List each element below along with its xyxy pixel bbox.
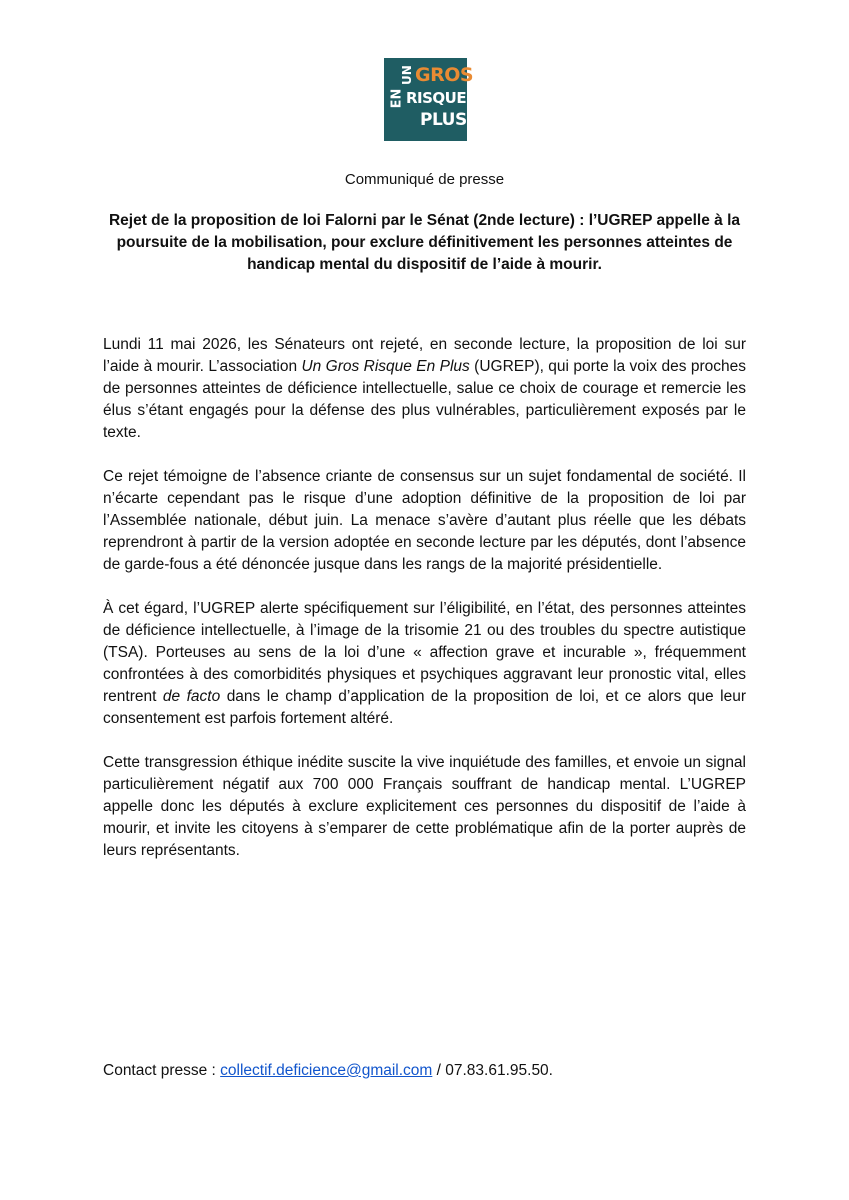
paragraph-4: Cette transgression éthique inédite suscite la vive inquiétude des familles, et envoie un signal particulièrement négatif aux 700 000 Français souffrant de handicap mental. L’UGREP appelle donc les députés à exclure explicitement ces personnes du dispositif de l’aide à mourir, et invite les citoyens à s’emparer de cette problématique afin de la porter auprès de leurs représentants. (103, 754, 746, 859)
de-facto-italic: de facto (162, 688, 221, 705)
paragraph-3 (103, 598, 746, 730)
headline: Rejet de la proposition de loi Falorni par le Sénat (2nde lecture) : l’UGREP appelle à la poursuite de la mobilisation, pour exclure définitivement les personnes atteintes de handicap mental du dispositif de l’aide à mourir. (108, 212, 741, 273)
press-contact (103, 1061, 553, 1081)
logo-risque-text: RISQUE (406, 89, 467, 107)
contact-email-link[interactable]: collectif.deficience@gmail.com (220, 1062, 433, 1079)
association-name: Un Gros Risque En Plus (301, 358, 470, 375)
paragraph-3-before: À cet égard, l’UGREP alerte spécifiquement sur l’éligibilité, en l’état, des personnes atteintes de déficience intellectuelle, à l’image de la trisomie 21 ou des troubles du spectre autistique (TSA). Porteuses au sens de la loi d’une « affection grave et incurable », fréquemment confrontées à des comorbidités physiques et psychiques aggravant leur pronostic vital, elles rentrent (103, 600, 746, 705)
document-type: Communiqué de presse (344, 171, 505, 188)
paragraph-1-before: Lundi 11 mai 2026, les Sénateurs ont rejeté, en seconde lecture, la proposition de loi sur l’aide à mourir. L’association (103, 336, 746, 375)
logo-un-text: UN (400, 65, 414, 85)
ugrep-logo (384, 58, 474, 141)
paragraph-1-after: (UGREP), qui porte la voix des proches de personnes atteintes de déficience intellectuelle, salue ce choix de courage et remercie les élus s’étant engagés pour la défense des plus vulnérables, particulièrement exposés par le texte. (103, 358, 746, 441)
body-text (103, 334, 746, 884)
contact-phone: 07.83.61.95.50. (445, 1062, 553, 1079)
contact-label: Contact presse : (103, 1062, 221, 1079)
logo-en-text: EN (389, 88, 405, 109)
paragraph-2: Ce rejet témoigne de l’absence criante de consensus sur un sujet fondamental de société. Il n’écarte cependant pas le risque d’une adoption définitive de la proposition de loi par l’Assemblée nationale, début juin. La menace s’avère d’autant plus réelle que les débats reprendront à partir de la version adoptée en seconde lecture par les députés, dont l’absence de garde-fous a été dénoncée jusque dans les rangs de la majorité présidentielle. (103, 468, 746, 573)
paragraph-3-after: dans le champ d’application de la proposition de loi, et ce alors que leur consentement est parfois fortement altéré. (103, 688, 746, 727)
logo-gros-text: GROS (415, 64, 474, 86)
contact-separator: / (432, 1062, 446, 1079)
logo-plus-text: PLUS (420, 110, 467, 130)
paragraph-1 (103, 334, 746, 444)
